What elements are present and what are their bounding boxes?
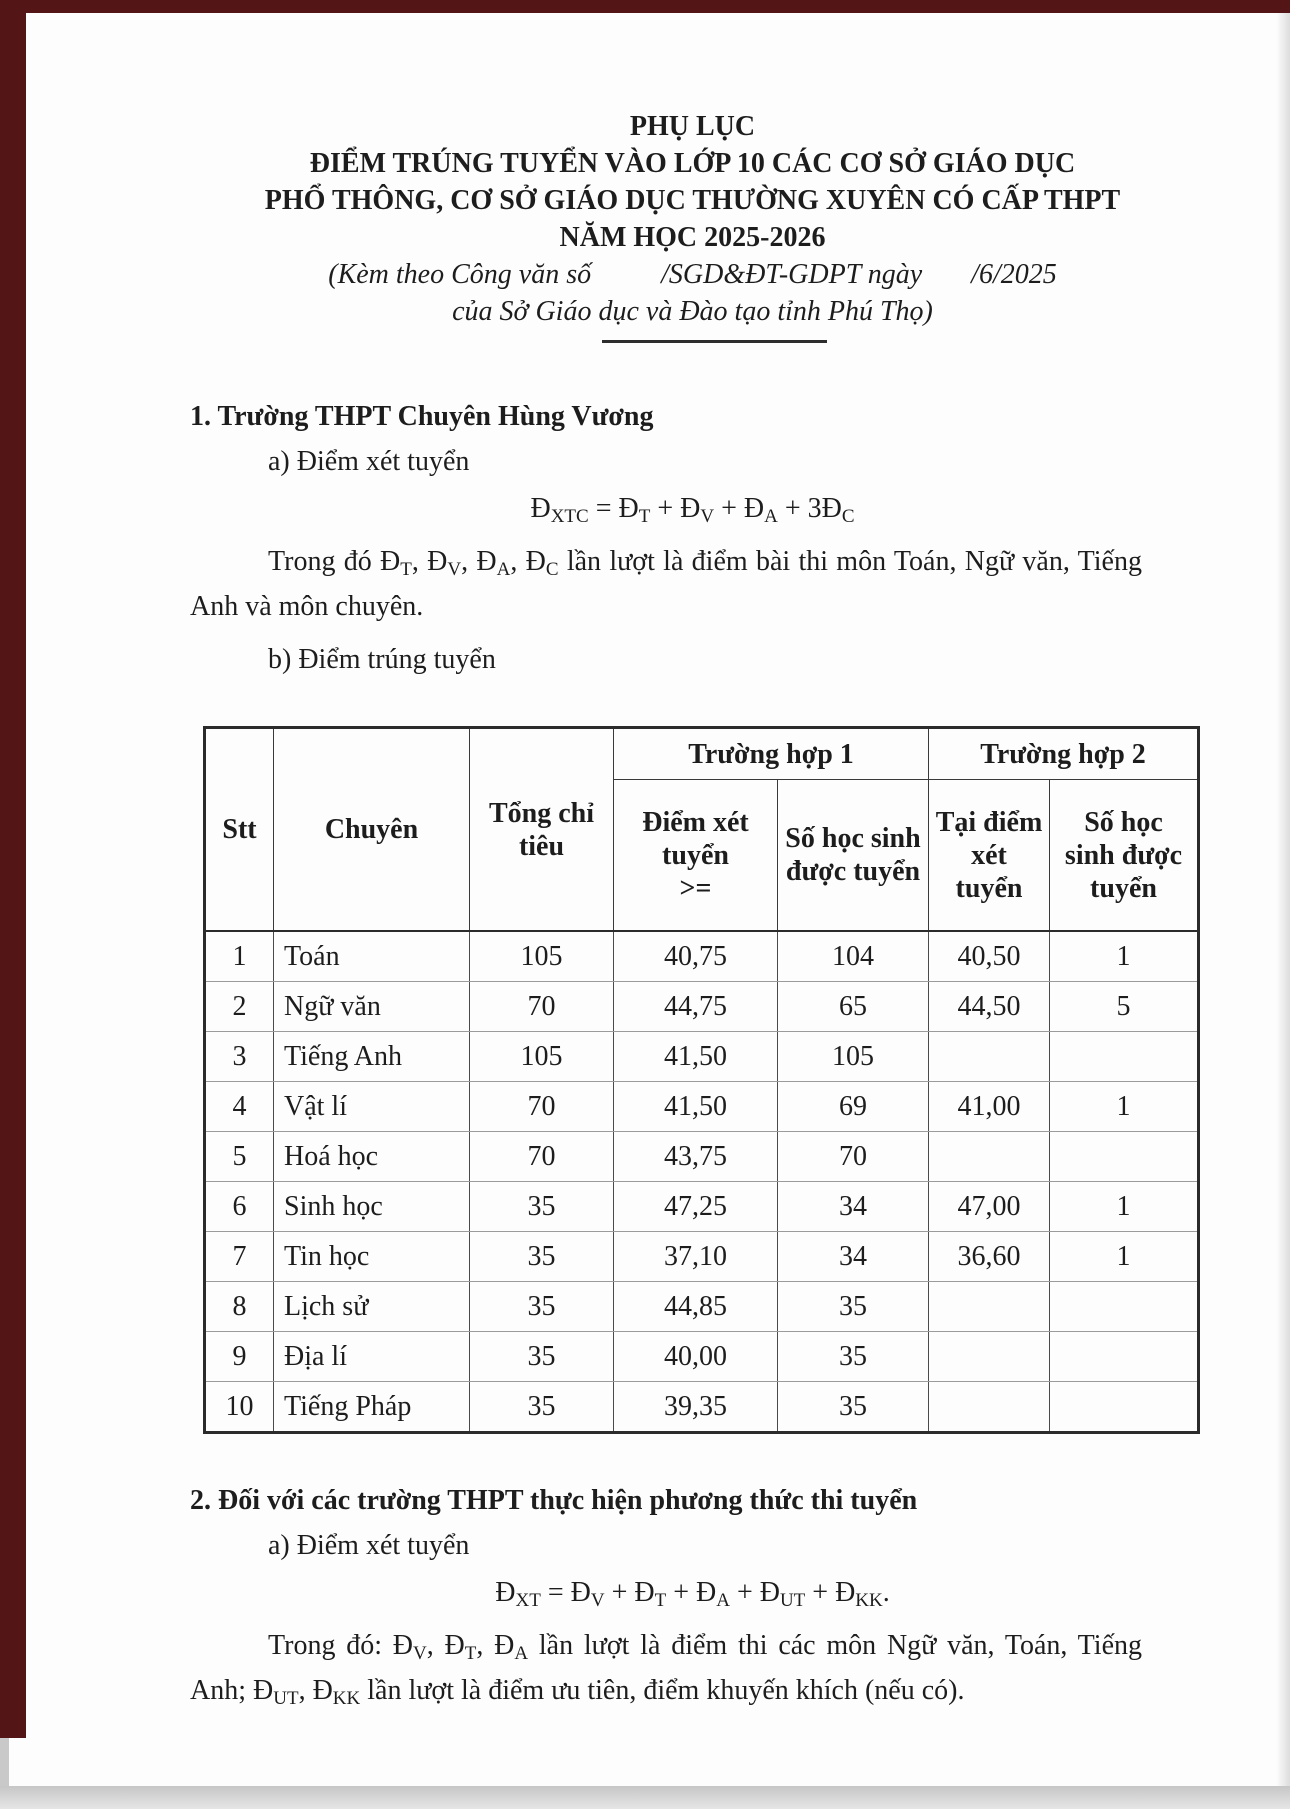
cell-chuyen: Tiếng Anh <box>274 1032 470 1082</box>
cell-tai-diem-xet-tuyen <box>929 1382 1050 1433</box>
cell-tong-chi-tieu: 105 <box>470 1032 614 1082</box>
cell-tong-chi-tieu: 35 <box>470 1182 614 1232</box>
cell-diem-xet-tuyen: 47,25 <box>614 1182 778 1232</box>
cell-so-hoc-sinh-th2: 1 <box>1050 931 1199 982</box>
cell-tai-diem-xet-tuyen: 41,00 <box>929 1082 1050 1132</box>
section-2-heading: 2. Đối với các trường THPT thực hiện phương thức thi tuyển <box>190 1485 918 1516</box>
document-content <box>190 13 1195 1717</box>
col-header-tai-diem-xet-tuyen: Tại điểm xét tuyển <box>929 780 1050 932</box>
document-title-line-1: ĐIỂM TRÚNG TUYỂN VÀO LỚP 10 CÁC CƠ SỞ GIÁO DỤC <box>309 148 1076 179</box>
cell-so-hoc-sinh-th1: 104 <box>778 931 929 982</box>
divider-line <box>602 340 827 343</box>
col-header-chuyen: Chuyên <box>274 728 470 932</box>
cell-so-hoc-sinh-th2 <box>1050 1032 1199 1082</box>
table-row <box>205 1332 1199 1382</box>
cell-tai-diem-xet-tuyen <box>929 1332 1050 1382</box>
col-header-tong-chi-tieu: Tổng chỉ tiêu <box>470 728 614 932</box>
cell-so-hoc-sinh-th1: 35 <box>778 1332 929 1382</box>
section-2-item-a: a) Điểm xét tuyển <box>268 1530 470 1561</box>
document-title-line-3: NĂM HỌC 2025-2026 <box>559 222 826 253</box>
cell-tong-chi-tieu: 35 <box>470 1232 614 1282</box>
table-header <box>205 728 1199 932</box>
cell-chuyen: Địa lí <box>274 1332 470 1382</box>
cell-so-hoc-sinh-th1: 34 <box>778 1232 929 1282</box>
scan-edge-left <box>0 0 26 1738</box>
col-header-so-hoc-sinh-th1: Số học sinh được tuyển <box>778 780 929 932</box>
cell-tai-diem-xet-tuyen <box>929 1132 1050 1182</box>
cell-diem-xet-tuyen: 41,50 <box>614 1032 778 1082</box>
scan-edge-top <box>0 0 1290 13</box>
col-header-diem-xet-tuyen-operator: >= <box>679 872 712 904</box>
cell-tai-diem-xet-tuyen: 40,50 <box>929 931 1050 982</box>
table-row <box>205 982 1199 1032</box>
table-row <box>205 1182 1199 1232</box>
table-body <box>205 931 1199 1433</box>
appendix-label: PHỤ LỤC <box>629 111 756 142</box>
col-header-stt: Stt <box>205 728 274 932</box>
cell-so-hoc-sinh-th2: 5 <box>1050 982 1199 1032</box>
cell-so-hoc-sinh-th1: 105 <box>778 1032 929 1082</box>
cell-so-hoc-sinh-th2 <box>1050 1332 1199 1382</box>
cell-so-hoc-sinh-th1: 35 <box>778 1382 929 1433</box>
reference-note-line-1: (Kèm theo Công văn số /SGD&ĐT-GDPT ngày /6/2025 <box>328 259 1057 290</box>
cell-diem-xet-tuyen: 41,50 <box>614 1082 778 1132</box>
cell-tong-chi-tieu: 70 <box>470 1132 614 1182</box>
cell-diem-xet-tuyen: 40,00 <box>614 1332 778 1382</box>
cell-chuyen: Sinh học <box>274 1182 470 1232</box>
section-1-formula: ĐXTC = ĐT + ĐV + ĐA + 3ĐC <box>530 493 855 527</box>
document-header <box>190 108 1195 343</box>
reference-note-line-2: của Sở Giáo dục và Đào tạo tỉnh Phú Thọ) <box>452 296 933 327</box>
scan-edge-bottom <box>0 1786 1290 1809</box>
section-1-heading: 1. Trường THPT Chuyên Hùng Vương <box>190 401 654 432</box>
cell-diem-xet-tuyen: 44,85 <box>614 1282 778 1332</box>
cell-so-hoc-sinh-th1: 70 <box>778 1132 929 1182</box>
cell-chuyen: Vật lí <box>274 1082 470 1132</box>
cell-stt: 2 <box>205 982 274 1032</box>
table-row <box>205 1282 1199 1332</box>
cell-so-hoc-sinh-th2 <box>1050 1132 1199 1182</box>
cell-tai-diem-xet-tuyen: 36,60 <box>929 1232 1050 1282</box>
table-row <box>205 1232 1199 1282</box>
cell-so-hoc-sinh-th1: 35 <box>778 1282 929 1332</box>
cell-so-hoc-sinh-th2: 1 <box>1050 1082 1199 1132</box>
group-header-truong-hop-1: Trường hợp 1 <box>614 728 929 780</box>
cell-chuyen: Ngữ văn <box>274 982 470 1032</box>
cell-diem-xet-tuyen: 37,10 <box>614 1232 778 1282</box>
cell-chuyen: Toán <box>274 931 470 982</box>
cell-tong-chi-tieu: 70 <box>470 1082 614 1132</box>
cell-tong-chi-tieu: 35 <box>470 1282 614 1332</box>
cell-stt: 9 <box>205 1332 274 1382</box>
cell-tong-chi-tieu: 105 <box>470 931 614 982</box>
cell-stt: 10 <box>205 1382 274 1433</box>
cell-stt: 6 <box>205 1182 274 1232</box>
col-header-so-hoc-sinh-th2: Số học sinh được tuyển <box>1050 780 1199 932</box>
cell-stt: 8 <box>205 1282 274 1332</box>
cell-tong-chi-tieu: 70 <box>470 982 614 1032</box>
scan-edge-right <box>1276 13 1290 1786</box>
cell-chuyen: Hoá học <box>274 1132 470 1182</box>
document-title-line-2: PHỔ THÔNG, CƠ SỞ GIÁO DỤC THƯỜNG XUYÊN CÓ CẤP THPT <box>264 185 1121 216</box>
table-row <box>205 1082 1199 1132</box>
cell-so-hoc-sinh-th1: 69 <box>778 1082 929 1132</box>
cell-tai-diem-xet-tuyen <box>929 1282 1050 1332</box>
table-row <box>205 1032 1199 1082</box>
section-1-paragraph: Trong đó ĐT, ĐV, ĐA, ĐC lần lượt là điểm bài thi môn Toán, Ngữ văn, Tiếng Anh và môn chuyên. <box>190 546 1142 622</box>
col-header-diem-xet-tuyen <box>614 780 778 932</box>
cell-so-hoc-sinh-th2: 1 <box>1050 1232 1199 1282</box>
cell-so-hoc-sinh-th2 <box>1050 1282 1199 1332</box>
group-header-truong-hop-2: Trường hợp 2 <box>929 728 1199 780</box>
cell-stt: 1 <box>205 931 274 982</box>
cell-diem-xet-tuyen: 40,75 <box>614 931 778 982</box>
section-2-paragraph: Trong đó: ĐV, ĐT, ĐA lần lượt là điểm thi các môn Ngữ văn, Toán, Tiếng Anh; ĐUT, ĐKK lần lượt là điểm ưu tiên, điểm khuyến khích (nếu có). <box>190 1630 1142 1709</box>
cell-chuyen: Tin học <box>274 1232 470 1282</box>
cell-diem-xet-tuyen: 44,75 <box>614 982 778 1032</box>
cell-chuyen: Lịch sử <box>274 1282 470 1332</box>
table-row <box>205 931 1199 982</box>
cell-diem-xet-tuyen: 43,75 <box>614 1132 778 1182</box>
cell-so-hoc-sinh-th1: 34 <box>778 1182 929 1232</box>
cell-tai-diem-xet-tuyen: 44,50 <box>929 982 1050 1032</box>
cell-diem-xet-tuyen: 39,35 <box>614 1382 778 1433</box>
admission-scores-table <box>203 726 1200 1434</box>
cell-chuyen: Tiếng Pháp <box>274 1382 470 1433</box>
cell-tong-chi-tieu: 35 <box>470 1382 614 1433</box>
cell-stt: 7 <box>205 1232 274 1282</box>
cell-tai-diem-xet-tuyen: 47,00 <box>929 1182 1050 1232</box>
cell-stt: 5 <box>205 1132 274 1182</box>
col-header-diem-xet-tuyen-text: Điểm xét tuyển <box>642 806 749 871</box>
cell-stt: 3 <box>205 1032 274 1082</box>
cell-so-hoc-sinh-th2 <box>1050 1382 1199 1433</box>
cell-so-hoc-sinh-th2: 1 <box>1050 1182 1199 1232</box>
section-1-item-b: b) Điểm trúng tuyển <box>268 644 496 675</box>
cell-stt: 4 <box>205 1082 274 1132</box>
section-1-item-a: a) Điểm xét tuyển <box>268 446 470 477</box>
cell-tai-diem-xet-tuyen <box>929 1032 1050 1082</box>
section-2-formula: ĐXT = ĐV + ĐT + ĐA + ĐUT + ĐKK. <box>495 1577 890 1611</box>
table-row <box>205 1132 1199 1182</box>
cell-tong-chi-tieu: 35 <box>470 1332 614 1382</box>
table-row <box>205 1382 1199 1433</box>
cell-so-hoc-sinh-th1: 65 <box>778 982 929 1032</box>
